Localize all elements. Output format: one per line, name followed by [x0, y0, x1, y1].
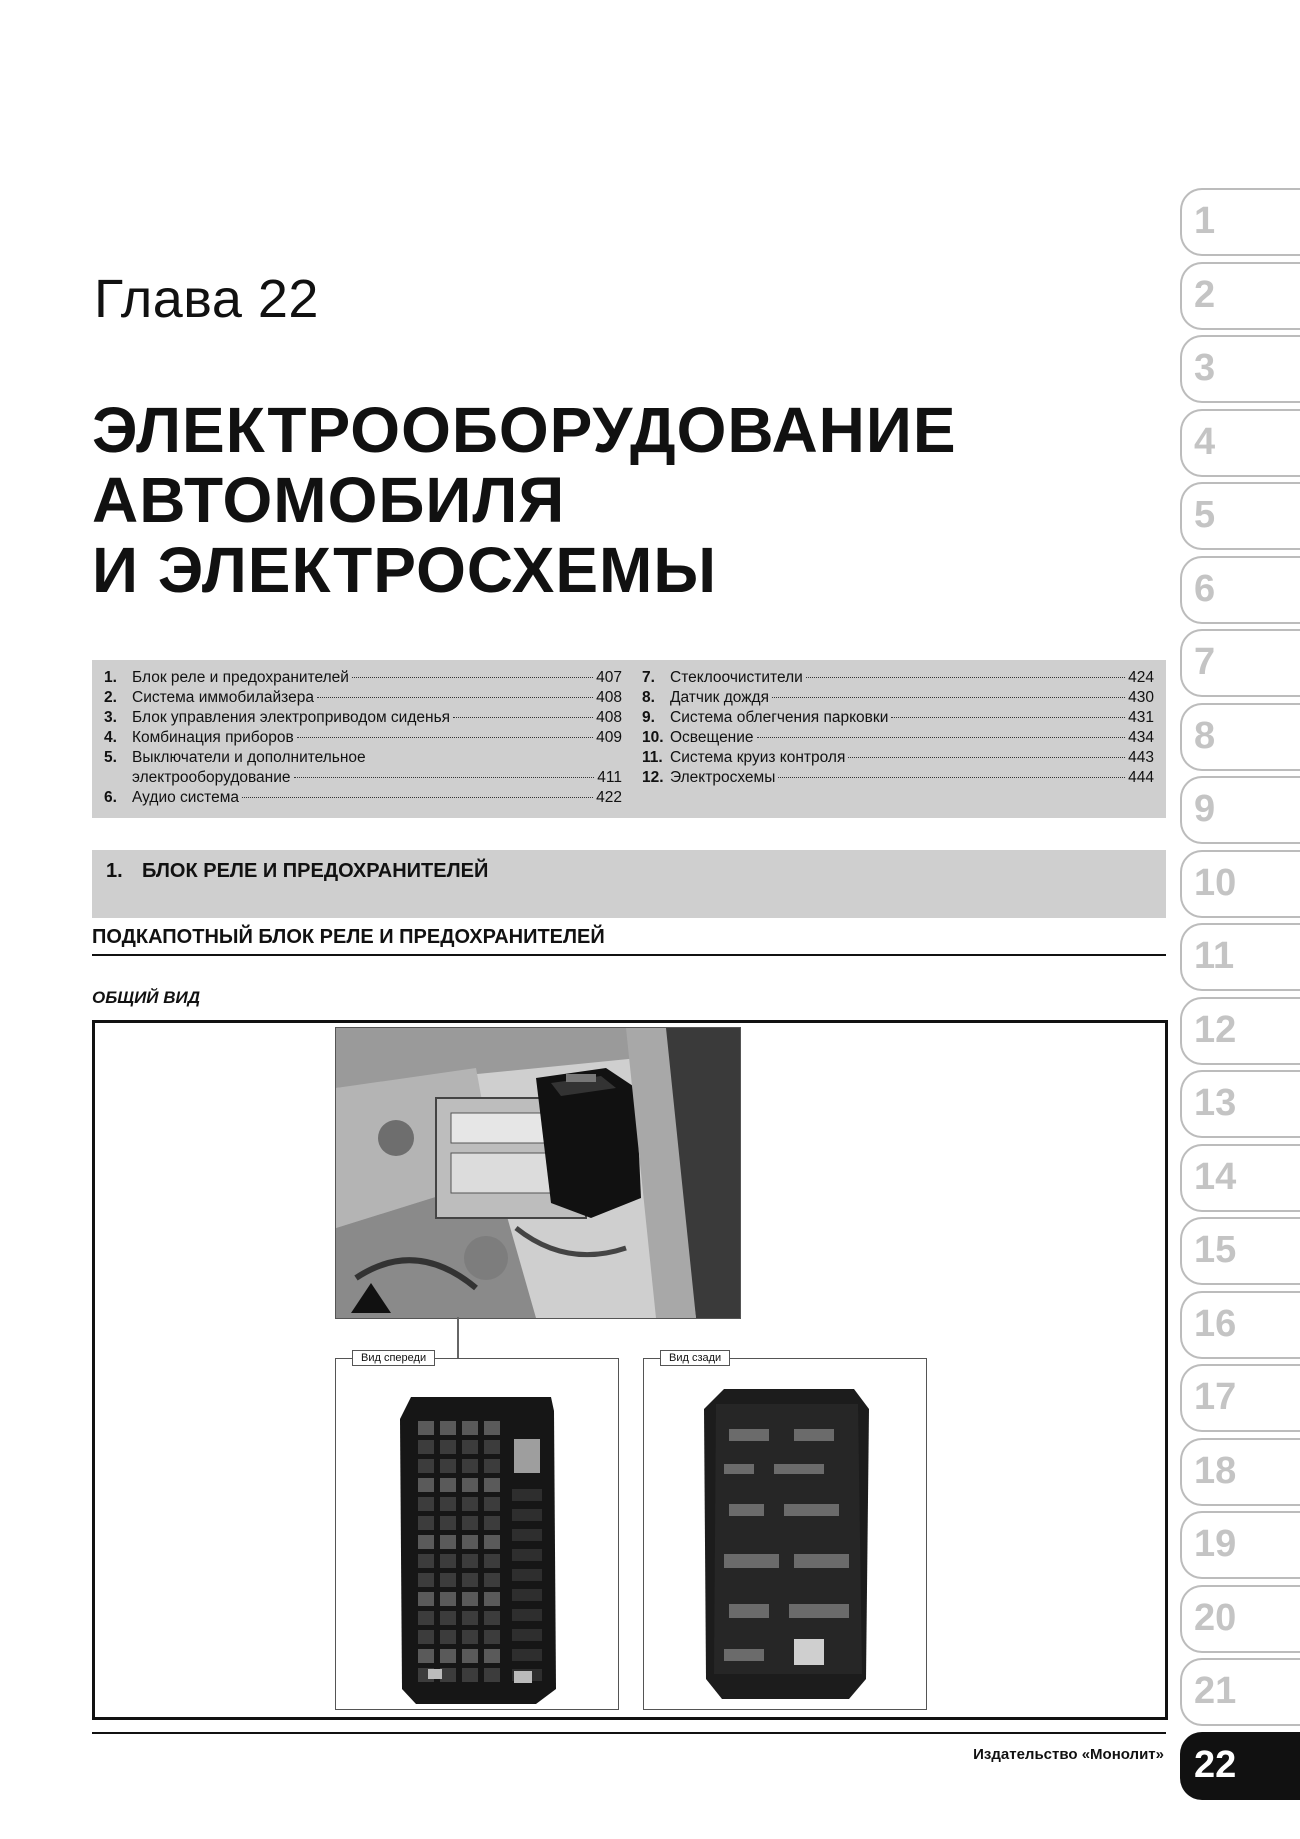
- fuse-slot: [440, 1630, 456, 1644]
- chapter-tab-1[interactable]: [1180, 188, 1300, 256]
- toc-item[interactable]: [642, 748, 1154, 768]
- heading-rule: [92, 954, 1166, 956]
- fuse-slot: [418, 1535, 434, 1549]
- toc-number: 6.: [104, 789, 117, 806]
- chapter-tab-16[interactable]: [1180, 1291, 1300, 1359]
- toc-page: 408: [596, 709, 622, 726]
- toc-item-continuation[interactable]: [104, 768, 622, 788]
- toc-label: Блок реле и предохранителей: [132, 669, 349, 686]
- footer-rule: [92, 1732, 1166, 1734]
- toc-page: 409: [596, 729, 622, 746]
- fuse-slot: [462, 1630, 478, 1644]
- toc-label: Выключатели и дополнительное: [132, 749, 366, 766]
- table-of-contents: [92, 660, 1166, 818]
- toc-column-left: [104, 668, 622, 808]
- fuse-slot: [440, 1668, 456, 1682]
- toc-label: Комбинация приборов: [132, 729, 294, 746]
- chapter-tab-number: 11: [1194, 935, 1235, 977]
- fuse-slot: [462, 1421, 478, 1435]
- toc-number: 10.: [642, 729, 664, 746]
- chapter-tab-number: 10: [1194, 861, 1237, 904]
- toc-column-right: [642, 668, 1154, 788]
- fuse-slot: [440, 1592, 456, 1606]
- toc-item[interactable]: [642, 668, 1154, 688]
- relay-slot: [512, 1529, 542, 1541]
- toc-item[interactable]: [104, 748, 622, 768]
- chapter-tab-19[interactable]: [1180, 1511, 1300, 1579]
- toc-item[interactable]: [104, 668, 622, 688]
- fuse-slot: [418, 1459, 434, 1473]
- fuse-slot: [484, 1421, 500, 1435]
- toc-label: Блок управления электроприводом сиденья: [132, 709, 451, 726]
- relay-slot: [512, 1489, 542, 1501]
- toc-number: 2.: [104, 689, 117, 706]
- rear-view-inset: [643, 1352, 927, 1710]
- fuse-slot: [462, 1611, 478, 1625]
- chapter-tab-number: 8: [1194, 714, 1216, 757]
- chapter-tab-number: 20: [1194, 1596, 1237, 1639]
- toc-page: 408: [596, 689, 622, 706]
- fuse-slot: [440, 1440, 456, 1454]
- fuse-slot: [484, 1554, 500, 1568]
- connector-plug: [774, 1464, 824, 1474]
- chapter-tab-3[interactable]: [1180, 335, 1300, 403]
- fuse-slot: [440, 1459, 456, 1473]
- chapter-tab-7[interactable]: [1180, 629, 1300, 697]
- toc-leader: [317, 697, 593, 698]
- publisher-credit: Издательство «Монолит»: [973, 1746, 1164, 1763]
- chapter-tab-9[interactable]: [1180, 776, 1300, 844]
- toc-item[interactable]: [642, 768, 1154, 788]
- connector-plug: [724, 1649, 764, 1661]
- chapter-tab-number: 1: [1194, 200, 1216, 242]
- toc-leader: [352, 677, 593, 678]
- toc-leader: [757, 737, 1126, 738]
- section-number: 1.: [106, 860, 123, 882]
- connector-plug: [789, 1604, 849, 1618]
- fuse-slot: [440, 1516, 456, 1530]
- fuse-slot: [462, 1440, 478, 1454]
- fuse-slot: [462, 1668, 478, 1682]
- connector-tab: [428, 1669, 442, 1679]
- chapter-tab-12[interactable]: [1180, 997, 1300, 1065]
- fuse-slot: [484, 1592, 500, 1606]
- fuse-slot: [462, 1573, 478, 1587]
- connector-plug: [729, 1429, 769, 1441]
- chapter-tab-number: 9: [1194, 788, 1216, 830]
- fuse-slot: [484, 1478, 500, 1492]
- toc-label: Освещение: [670, 729, 754, 746]
- connector-plug: [794, 1429, 834, 1441]
- fuse-slot: [418, 1440, 434, 1454]
- toc-item[interactable]: [642, 688, 1154, 708]
- chapter-tab-number: 14: [1194, 1155, 1237, 1198]
- chapter-tab-number: 21: [1194, 1670, 1237, 1712]
- fuse-slot: [462, 1478, 478, 1492]
- chapter-tab-number: 4: [1194, 420, 1216, 463]
- toc-page: 430: [1128, 689, 1154, 706]
- chapter-tab-number: 7: [1194, 641, 1216, 683]
- toc-item[interactable]: [104, 708, 622, 728]
- connector-plug: [724, 1554, 779, 1568]
- section-title: БЛОК РЕЛЕ И ПРЕДОХРАНИТЕЛЕЙ: [142, 860, 489, 882]
- chapter-tabs: [1180, 188, 1300, 1805]
- chapter-tab-number: 6: [1194, 567, 1216, 610]
- chapter-tab-15[interactable]: [1180, 1217, 1300, 1285]
- toc-number: 12.: [642, 769, 664, 786]
- connector-plug: [729, 1604, 769, 1618]
- rear-view-label: Вид сзади: [660, 1350, 730, 1366]
- fuse-slot: [418, 1611, 434, 1625]
- front-view-label: Вид спереди: [352, 1350, 435, 1366]
- fuse-slot: [418, 1421, 434, 1435]
- toc-number: 5.: [104, 749, 117, 766]
- fuse-box-figure: [92, 1020, 1168, 1720]
- fuse-slot: [418, 1592, 434, 1606]
- connector-plug: [724, 1464, 754, 1474]
- chapter-tab-2[interactable]: [1180, 262, 1300, 330]
- fuse-slot: [418, 1554, 434, 1568]
- toc-leader: [778, 777, 1125, 778]
- toc-page: 411: [597, 769, 622, 786]
- connector-socket: [794, 1639, 824, 1665]
- chapter-tab-number: 22: [1194, 1743, 1237, 1786]
- relay-cover: [514, 1439, 540, 1473]
- title-line: АВТОМОБИЛЯ: [92, 464, 566, 536]
- chapter-label: Глава 22: [94, 269, 319, 329]
- relay-slot: [512, 1609, 542, 1621]
- fuse-slot: [440, 1497, 456, 1511]
- toc-number: 9.: [642, 709, 655, 726]
- chapter-tab-17[interactable]: [1180, 1364, 1300, 1432]
- chapter-tab-10[interactable]: [1180, 850, 1300, 918]
- fuse-slot: [484, 1611, 500, 1625]
- fuse-slot: [484, 1649, 500, 1663]
- fuse-slot: [418, 1649, 434, 1663]
- toc-label: Система круиз контроля: [670, 749, 846, 766]
- chapter-tab-14[interactable]: [1180, 1144, 1300, 1212]
- toc-label: Система облегчения парковки: [670, 709, 889, 726]
- toc-label: Датчик дождя: [670, 689, 769, 706]
- fuse-slot: [440, 1649, 456, 1663]
- fuse-slot: [418, 1478, 434, 1492]
- fuse-box-rear-view: [644, 1359, 926, 1709]
- connector-plug: [794, 1554, 849, 1568]
- toc-leader: [848, 757, 1125, 758]
- fuse-slot: [440, 1573, 456, 1587]
- engine-bay-illustration: [336, 1028, 740, 1318]
- connector-plug: [729, 1504, 764, 1516]
- section-heading-bar: [92, 850, 1166, 918]
- toc-number: 8.: [642, 689, 655, 706]
- chapter-tab-11[interactable]: [1180, 923, 1300, 991]
- chapter-tab-number: 17: [1194, 1376, 1237, 1418]
- toc-page: 422: [596, 789, 622, 806]
- toc-page: 407: [596, 669, 622, 686]
- toc-leader: [806, 677, 1125, 678]
- fuse-slot: [462, 1497, 478, 1511]
- chapter-tab-6[interactable]: [1180, 556, 1300, 624]
- chapter-tab-number: 15: [1194, 1229, 1237, 1271]
- relay-slot: [512, 1629, 542, 1641]
- chapter-tab-number: 3: [1194, 347, 1216, 389]
- fuse-slot: [484, 1668, 500, 1682]
- toc-page: 431: [1128, 709, 1154, 726]
- toc-leader: [891, 717, 1125, 718]
- toc-number: 4.: [104, 729, 117, 746]
- toc-item[interactable]: [642, 728, 1154, 748]
- fuse-slot: [440, 1478, 456, 1492]
- toc-page: 443: [1128, 749, 1154, 766]
- toc-label: Электросхемы: [670, 769, 776, 786]
- chapter-tab-4[interactable]: [1180, 409, 1300, 477]
- front-view-inset: [335, 1352, 619, 1710]
- chapter-tab-number: 16: [1194, 1302, 1237, 1345]
- title-line: И ЭЛЕКТРОСХЕМЫ: [92, 534, 717, 606]
- toc-page: 434: [1128, 729, 1154, 746]
- fuse-box-front-view: [336, 1359, 618, 1709]
- chapter-tab-number: 2: [1194, 273, 1216, 316]
- toc-leader: [294, 777, 595, 778]
- toc-page: 444: [1128, 769, 1154, 786]
- toc-label: Система иммобилайзера: [132, 689, 314, 706]
- fuse-slot: [462, 1554, 478, 1568]
- connector-tab: [514, 1671, 532, 1683]
- toc-number: 1.: [104, 669, 117, 686]
- toc-item[interactable]: [104, 788, 622, 808]
- toc-item[interactable]: [104, 688, 622, 708]
- fuse-slot: [462, 1649, 478, 1663]
- fuse-slot: [440, 1421, 456, 1435]
- fuse-slot: [484, 1516, 500, 1530]
- fuse-slot: [484, 1459, 500, 1473]
- chapter-tab-21[interactable]: [1180, 1658, 1300, 1726]
- relay-slot: [512, 1549, 542, 1561]
- connector-plug: [784, 1504, 839, 1516]
- fuse-slot: [462, 1459, 478, 1473]
- toc-leader: [242, 797, 593, 798]
- chapter-tab-number: 5: [1194, 494, 1216, 536]
- chapter-tab-number: 13: [1194, 1082, 1237, 1124]
- toc-number: 7.: [642, 669, 655, 686]
- chapter-tab-number: 12: [1194, 1008, 1237, 1051]
- relay-slot: [512, 1569, 542, 1581]
- chapter-tab-13[interactable]: [1180, 1070, 1300, 1138]
- fuse-slot: [484, 1440, 500, 1454]
- fuse-slot: [418, 1573, 434, 1587]
- fuse-slot: [440, 1535, 456, 1549]
- fuse-slot: [440, 1554, 456, 1568]
- chapter-tab-number: 19: [1194, 1523, 1237, 1565]
- fuse-slot: [418, 1516, 434, 1530]
- figure-caption-heading: ОБЩИЙ ВИД: [92, 988, 201, 1007]
- toc-label: электрооборудование: [132, 769, 291, 786]
- toc-page: 424: [1128, 669, 1154, 686]
- toc-leader: [772, 697, 1125, 698]
- subsection-heading: ПОДКАПОТНЫЙ БЛОК РЕЛЕ И ПРЕДОХРАНИТЕЛЕЙ: [92, 926, 605, 948]
- fuse-slot: [484, 1497, 500, 1511]
- toc-leader: [453, 717, 593, 718]
- chapter-title: [92, 395, 957, 605]
- fuse-slot: [462, 1516, 478, 1530]
- toc-label: Стеклоочистители: [670, 669, 803, 686]
- chapter-tab-18[interactable]: [1180, 1438, 1300, 1506]
- fuse-slot: [418, 1497, 434, 1511]
- chapter-tab-number: 18: [1194, 1449, 1237, 1492]
- fuse-slot: [440, 1611, 456, 1625]
- fuse-slot: [462, 1592, 478, 1606]
- fuse-slot: [418, 1630, 434, 1644]
- relay-slot: [512, 1589, 542, 1601]
- chapter-tab-22[interactable]: [1180, 1732, 1300, 1800]
- relay-slot: [512, 1509, 542, 1521]
- toc-item[interactable]: [104, 728, 622, 748]
- toc-leader: [297, 737, 593, 738]
- fuse-slot: [484, 1630, 500, 1644]
- toc-number: 11.: [642, 749, 663, 766]
- engine-bay-photo: [335, 1027, 741, 1319]
- title-line: ЭЛЕКТРООБОРУДОВАНИЕ: [92, 394, 957, 466]
- toc-number: 3.: [104, 709, 117, 726]
- chapter-tab-8[interactable]: [1180, 703, 1300, 771]
- chapter-tab-20[interactable]: [1180, 1585, 1300, 1653]
- fuse-slot: [484, 1535, 500, 1549]
- relay-slot: [512, 1649, 542, 1661]
- toc-item[interactable]: [642, 708, 1154, 728]
- chapter-tab-5[interactable]: [1180, 482, 1300, 550]
- fuse-slot: [462, 1535, 478, 1549]
- fuse-slot: [484, 1573, 500, 1587]
- toc-label: Аудио система: [132, 789, 240, 806]
